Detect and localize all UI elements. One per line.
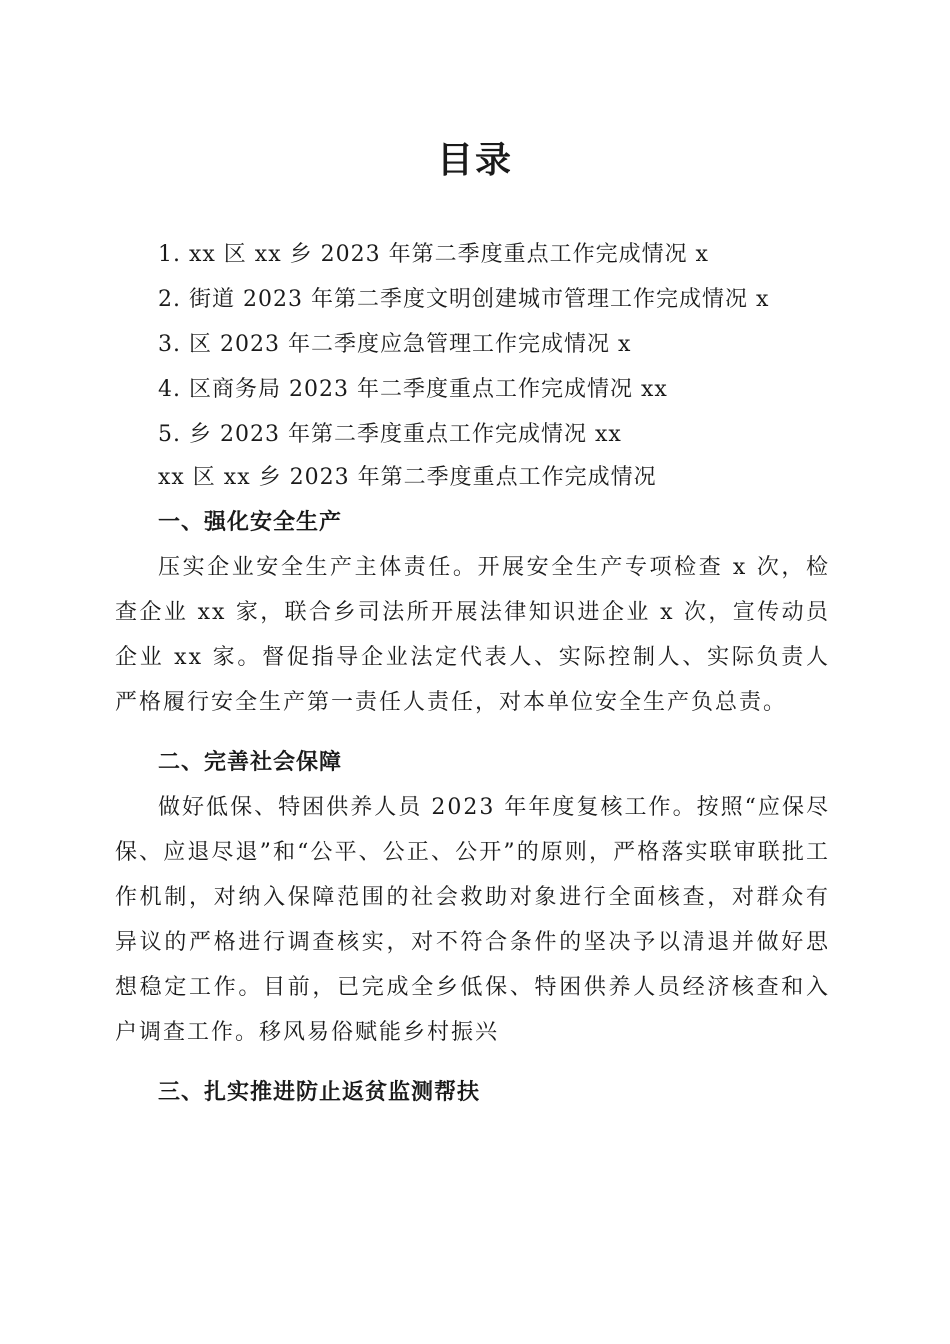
table-of-contents xyxy=(158,232,858,457)
section-heading-1: 一、强化安全生产 xyxy=(158,510,343,535)
toc-item[interactable]: 4. 区商务局 2023 年二季度重点工作完成情况 xx xyxy=(158,377,668,402)
section-paragraph-1: 压实企业安全生产主体责任。开展安全生产专项检查 x 次，检查企业 xx 家，联合乡司法所开展法律知识进企业 x 次，宣传动员企业 xx 家。督促指导企业法定代表人、实际控制人、实际负责人严格履行安全生产第一责任人责任，对本单位安全生产负总责。 xyxy=(115,555,830,715)
toc-item[interactable]: 5. 乡 2023 年第二季度重点工作完成情况 xx xyxy=(158,422,622,447)
spacer xyxy=(115,725,830,740)
report-title: xx 区 xx 乡 2023 年第二季度重点工作完成情况 xyxy=(158,465,657,490)
toc-item[interactable]: 2. 街道 2023 年第二季度文明创建城市管理工作完成情况 x xyxy=(158,287,770,312)
section-paragraph-2: 做好低保、特困供养人员 2023 年年度复核工作。按照“应保尽保、应退尽退”和“公平、公正、公开”的原则，严格落实联审联批工作机制，对纳入保障范围的社会救助对象进行全面核查，对群众有异议的严格进行调查核实，对不符合条件的坚决予以清退并做好思想稳定工作。目前，已完成全乡低保、特困供养人员经济核查和入户调查工作。移风易俗赋能乡村振兴 xyxy=(115,795,830,1045)
toc-item[interactable]: 1. xx 区 xx 乡 2023 年第二季度重点工作完成情况 x xyxy=(158,242,709,267)
toc-item[interactable]: 3. 区 2023 年二季度应急管理工作完成情况 x xyxy=(158,332,632,357)
section-heading-3: 三、扎实推进防止返贫监测帮扶 xyxy=(158,1080,481,1105)
page-title: 目录 xyxy=(436,140,513,181)
section-heading-2: 二、完善社会保障 xyxy=(158,750,343,775)
spacer xyxy=(115,1055,830,1070)
document-body xyxy=(115,455,830,1115)
